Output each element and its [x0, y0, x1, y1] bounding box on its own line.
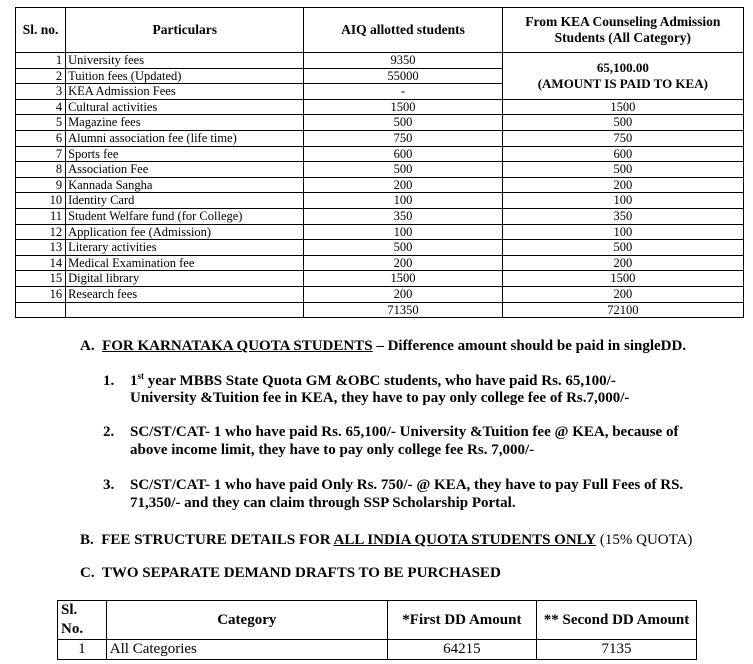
dd-row-second-amount: 7135	[536, 640, 696, 660]
row-aiq-amount: 1500	[304, 99, 502, 115]
table-row	[16, 177, 744, 193]
row-kea-amount: 100	[502, 193, 743, 209]
header-sl-no: Sl. no.	[16, 8, 66, 53]
table-row	[16, 146, 744, 162]
row-particular: KEA Admission Fees	[66, 84, 304, 100]
dd-table-body	[58, 640, 697, 660]
note-b-suffix: (15% QUOTA)	[596, 532, 693, 548]
note-item-1-line1	[130, 372, 616, 390]
row-kea-amount: 750	[502, 130, 743, 146]
note-c	[80, 564, 501, 582]
row-particular: Magazine fees	[66, 115, 304, 131]
table-row	[16, 240, 744, 256]
row-particular: Association Fee	[66, 162, 304, 178]
row-aiq-amount: 9350	[304, 53, 502, 69]
note-item-2-line2: above income limit, they have to pay only college fee Rs. 7,000/-	[130, 442, 535, 458]
row-sl-no: 2	[16, 68, 66, 84]
row-sl-no: 12	[16, 224, 66, 240]
note-b-underlined: ALL INDIA QUOTA STUDENTS ONLY	[333, 532, 597, 548]
header-kea-line2: Students (All Category)	[554, 30, 692, 45]
row-particular: Literary activities	[66, 240, 304, 256]
row-particular: Cultural activities	[66, 99, 304, 115]
note-item-1-prefix: 1	[130, 373, 138, 389]
row-kea-amount: 200	[502, 177, 743, 193]
row-kea-amount: 1500	[502, 99, 743, 115]
note-item-1-marker: 1.	[103, 373, 115, 389]
note-item-2-marker: 2.	[103, 424, 115, 440]
note-a-rest: – Difference amount should be paid in singleDD.	[372, 338, 687, 354]
fee-structure-table	[15, 7, 744, 318]
table-row	[16, 271, 744, 287]
table-row	[16, 193, 744, 209]
dd-row-sl-no: 1	[58, 640, 107, 660]
totals-empty-sl	[16, 302, 66, 318]
table-row	[16, 208, 744, 224]
row-sl-no: 10	[16, 193, 66, 209]
row-sl-no: 8	[16, 162, 66, 178]
row-particular: Sports fee	[66, 146, 304, 162]
row-particular: Application fee (Admission)	[66, 224, 304, 240]
demand-draft-table	[57, 600, 697, 660]
note-a	[80, 337, 686, 355]
dd-row-category: All Categories	[106, 640, 387, 660]
note-item-1-rest: year MBBS State Quota GM &OBC students, who have paid Rs. 65,100/-	[144, 373, 616, 389]
row-aiq-amount: 200	[304, 177, 502, 193]
row-aiq-amount: 500	[304, 162, 502, 178]
header-aiq: AIQ allotted students	[304, 8, 502, 53]
note-item-1-sup: st	[137, 371, 144, 381]
fee-table-header-row	[16, 8, 744, 53]
row-sl-no: 14	[16, 255, 66, 271]
table-row	[16, 130, 744, 146]
note-a-underlined: FOR KARNATAKA QUOTA STUDENTS	[102, 338, 373, 354]
header-particulars: Particulars	[66, 8, 304, 53]
row-aiq-amount: 500	[304, 115, 502, 131]
table-row	[16, 99, 744, 115]
note-a-marker: A.	[80, 338, 95, 354]
row-sl-no: 5	[16, 115, 66, 131]
row-kea-amount: 200	[502, 255, 743, 271]
dd-table-header-row	[58, 601, 697, 640]
row-aiq-amount: 750	[304, 130, 502, 146]
row-sl-no: 16	[16, 286, 66, 302]
row-aiq-amount: 1500	[304, 271, 502, 287]
table-row	[16, 224, 744, 240]
note-c-marker: C.	[80, 565, 95, 581]
header-kea-line1: From KEA Counseling Admission	[525, 14, 721, 29]
row-sl-no: 6	[16, 130, 66, 146]
row-particular: Identity Card	[66, 193, 304, 209]
fee-table-body	[16, 53, 744, 318]
row-aiq-amount: 500	[304, 240, 502, 256]
row-particular: Student Welfare fund (for College)	[66, 208, 304, 224]
dd-row-first-amount: 64215	[387, 640, 536, 660]
totals-row	[16, 302, 744, 318]
row-particular: Kannada Sangha	[66, 177, 304, 193]
row-aiq-amount: 200	[304, 286, 502, 302]
row-kea-amount: 100	[502, 224, 743, 240]
row-kea-amount: 1500	[502, 271, 743, 287]
note-item-1-line2: University &Tuition fee in KEA, they have to pay only college fee of Rs.7,000/-	[130, 390, 630, 406]
row-particular: Digital library	[66, 271, 304, 287]
row-sl-no: 9	[16, 177, 66, 193]
row-aiq-amount: -	[304, 84, 502, 100]
row-aiq-amount: 100	[304, 224, 502, 240]
row-particular: Medical Examination fee	[66, 255, 304, 271]
row-aiq-amount: 100	[304, 193, 502, 209]
total-kea: 72100	[502, 302, 743, 318]
dd-header-category: Category	[106, 601, 387, 640]
dd-header-sl-no: Sl. No.	[58, 601, 107, 640]
note-c-text: TWO SEPARATE DEMAND DRAFTS TO BE PURCHASED	[101, 565, 501, 581]
row-kea-amount: 500	[502, 115, 743, 131]
table-row	[58, 640, 697, 660]
row-sl-no: 4	[16, 99, 66, 115]
note-b	[80, 531, 692, 549]
row-particular: Tuition fees (Updated)	[66, 68, 304, 84]
kea-merged-line1: 65,100.00	[596, 59, 649, 75]
row-sl-no: 3	[16, 84, 66, 100]
row-sl-no: 1	[16, 53, 66, 69]
row-kea-amount: 500	[502, 240, 743, 256]
row-sl-no: 7	[16, 146, 66, 162]
table-row	[16, 162, 744, 178]
note-item-2-line1: SC/ST/CAT- 1 who have paid Rs. 65,100/- University &Tuition fee @ KEA, because of	[130, 424, 679, 440]
table-row	[16, 286, 744, 302]
note-item-3-line2: 71,350/- and they can claim through SSP Scholarship Portal.	[130, 495, 516, 511]
row-kea-amount: 200	[502, 286, 743, 302]
row-particular: University fees	[66, 53, 304, 69]
row-aiq-amount: 350	[304, 208, 502, 224]
kea-merged-line2: (AMOUNT IS PAID TO KEA)	[537, 75, 708, 91]
row-kea-amount: 350	[502, 208, 743, 224]
table-row	[16, 115, 744, 131]
row-sl-no: 15	[16, 271, 66, 287]
row-kea-amount: 600	[502, 146, 743, 162]
dd-header-second-amount: ** Second DD Amount	[536, 601, 696, 640]
table-row	[16, 255, 744, 271]
note-item-3-line1: SC/ST/CAT- 1 who have paid Only Rs. 750/- @ KEA, they have to pay Full Fees of RS.	[130, 477, 684, 493]
row-sl-no: 13	[16, 240, 66, 256]
note-b-prefix: FEE STRUCTURE DETAILS FOR	[101, 532, 334, 548]
row-aiq-amount: 600	[304, 146, 502, 162]
table-row	[16, 53, 744, 69]
kea-merged-amount	[502, 53, 743, 100]
header-kea	[502, 8, 743, 53]
row-sl-no: 11	[16, 208, 66, 224]
total-aiq: 71350	[304, 302, 502, 318]
row-aiq-amount: 200	[304, 255, 502, 271]
row-particular: Research fees	[66, 286, 304, 302]
row-aiq-amount: 55000	[304, 68, 502, 84]
note-b-marker: B.	[80, 532, 94, 548]
totals-empty-particular	[66, 302, 304, 318]
row-particular: Alumni association fee (life time)	[66, 130, 304, 146]
note-item-3-marker: 3.	[103, 477, 115, 493]
dd-header-first-amount: *First DD Amount	[387, 601, 536, 640]
row-kea-amount: 500	[502, 162, 743, 178]
